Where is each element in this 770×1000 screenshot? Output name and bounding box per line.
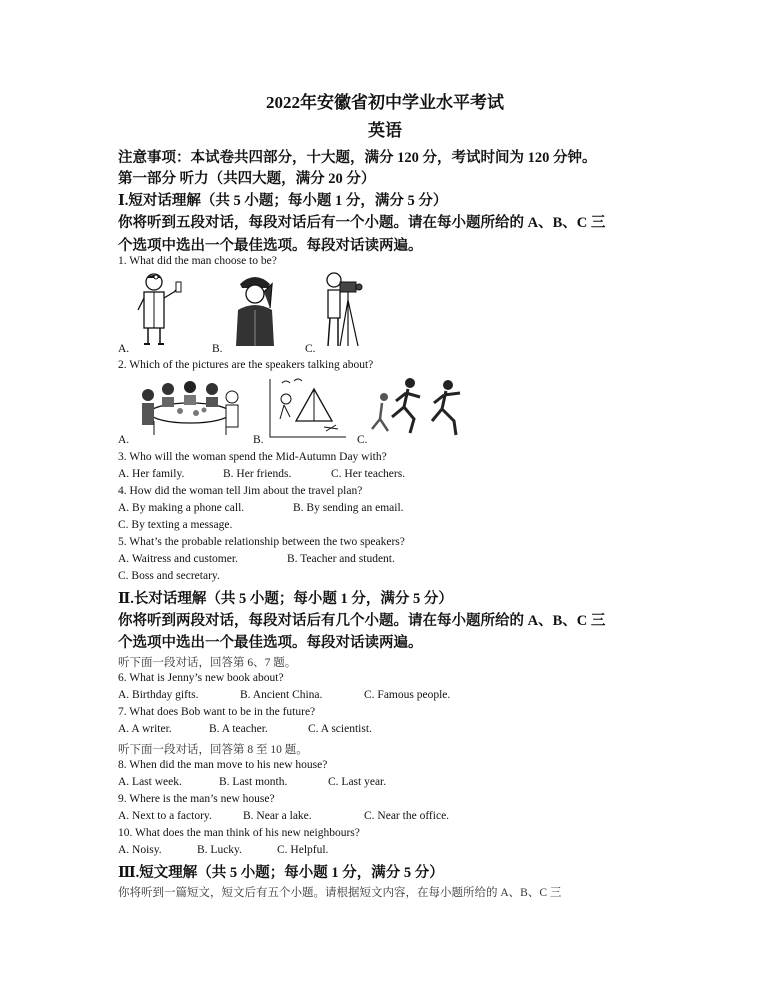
q8-option-c: C. Last year.	[328, 776, 387, 788]
section2-heading: Ⅱ.长对话理解（共 5 小题；每小题 1 分，满分 5 分）	[118, 591, 453, 607]
notice-text: 注意事项：本试卷共四部分，十大题，满分 120 分，考试时间为 120 分钟。	[118, 150, 597, 166]
q7-option-a: A. A writer.	[118, 723, 172, 735]
q7-option-b: B. A teacher.	[209, 723, 268, 735]
question-4: 4. How did the woman tell Jim about the travel plan?	[118, 485, 363, 497]
question-1: 1. What did the man choose to be?	[118, 255, 277, 267]
section3-heading: Ⅲ.短文理解（共 5 小题；每小题 1 分，满分 5 分）	[118, 865, 444, 881]
q8-option-b: B. Last month.	[219, 776, 288, 788]
q1-option-c: C.	[305, 343, 316, 355]
page-title: 2022年安徽省初中学业水平考试	[266, 93, 504, 112]
section1-instruction-1: 你将听到五段对话，每段对话后有一个小题。请在每小题所给的 A、B、C 三	[118, 215, 606, 231]
question-6: 6. What is Jenny’s new book about?	[118, 672, 284, 684]
section2-instruction-1: 你将听到两段对话，每段对话后有几个小题。请在每小题所给的 A、B、C 三	[118, 613, 606, 629]
question-8: 8. When did the man move to his new house?	[118, 759, 328, 771]
q9-option-a: A. Next to a factory.	[118, 810, 212, 822]
q10-option-a: A. Noisy.	[118, 844, 162, 856]
q6-option-b: B. Ancient China.	[240, 689, 323, 701]
q3-option-b: B. Her friends.	[223, 468, 292, 480]
subject-title: 英语	[368, 121, 402, 140]
q1-option-b: B.	[212, 343, 223, 355]
question-7: 7. What does Bob want to be in the future?	[118, 706, 316, 718]
question-3: 3. Who will the woman spend the Mid-Autumn Day with?	[118, 451, 387, 463]
q10-option-b: B. Lucky.	[197, 844, 242, 856]
q9-option-b: B. Near a lake.	[243, 810, 312, 822]
section3-instruction-1: 你将听到一篇短文，短文后有五个小题。请根据短文内容，在每小题所给的 A、B、C 三	[118, 887, 562, 899]
q5-option-c: C. Boss and secretary.	[118, 570, 220, 582]
section2-note-1: 听下面一段对话，回答第 6、7 题。	[118, 657, 297, 669]
q1-option-a: A.	[118, 343, 130, 355]
q7-option-c: C. A scientist.	[308, 723, 372, 735]
q4-option-c: C. By texting a message.	[118, 519, 233, 531]
family-dinner-picture	[134, 377, 246, 437]
section2-note-2: 听下面一段对话，回答第 8 至 10 题。	[118, 744, 308, 756]
part1-heading: 第一部分 听力（共四大题，满分 20 分）	[118, 171, 376, 187]
question-5: 5. What’s the probable relationship between the two speakers?	[118, 536, 405, 548]
q10-option-c: C. Helpful.	[277, 844, 329, 856]
section2-instruction-2: 个选项中选出一个最佳选项。每段对话读两遍。	[118, 635, 423, 651]
running-picture	[370, 375, 470, 439]
photographer-picture	[318, 270, 368, 348]
q2-option-a: A.	[118, 434, 130, 446]
q6-option-a: A. Birthday gifts.	[118, 689, 199, 701]
q5-option-b: B. Teacher and student.	[287, 553, 395, 565]
section1-instruction-2: 个选项中选出一个最佳选项。每段对话读两遍。	[118, 238, 423, 254]
q3-option-a: A. Her family.	[118, 468, 185, 480]
question-9: 9. Where is the man’s new house?	[118, 793, 275, 805]
q6-option-c: C. Famous people.	[364, 689, 451, 701]
q4-option-a: A. By making a phone call.	[118, 502, 245, 514]
q2-option-c: C.	[357, 434, 368, 446]
police-picture	[230, 270, 280, 348]
section1-heading: Ⅰ.短对话理解（共 5 小题；每小题 1 分，满分 5 分）	[118, 193, 448, 209]
q8-option-a: A. Last week.	[118, 776, 182, 788]
question-10: 10. What does the man think of his new neighbours?	[118, 827, 360, 839]
q3-option-c: C. Her teachers.	[331, 468, 406, 480]
q4-option-b: B. By sending an email.	[293, 502, 404, 514]
q2-option-b: B.	[253, 434, 264, 446]
camping-picture	[268, 377, 348, 439]
question-2: 2. Which of the pictures are the speakers talking about?	[118, 359, 374, 371]
doctor-picture	[134, 270, 184, 348]
q5-option-a: A. Waitress and customer.	[118, 553, 238, 565]
q9-option-c: C. Near the office.	[364, 810, 450, 822]
